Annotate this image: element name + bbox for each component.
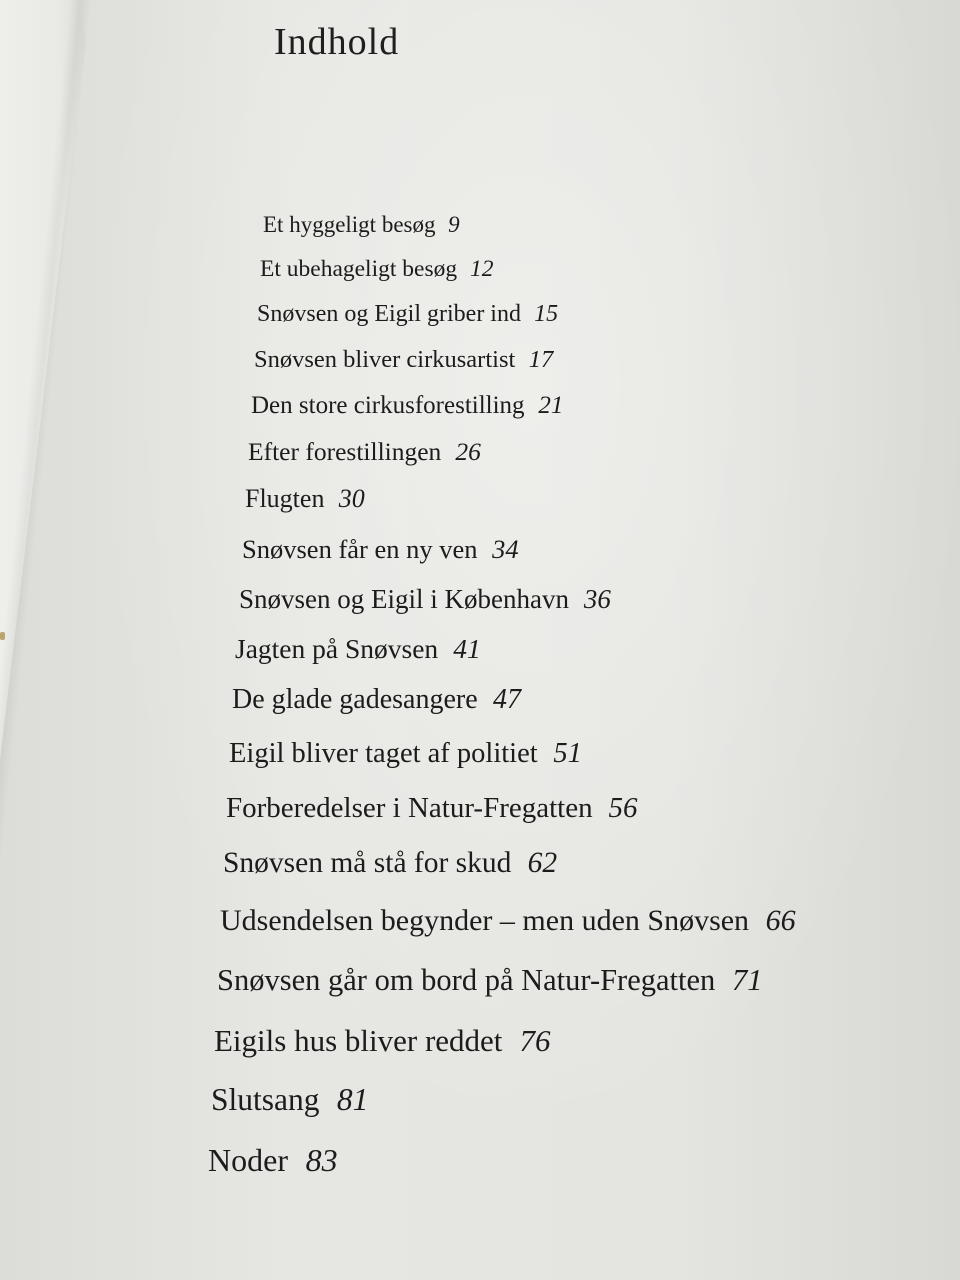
toc-entry-page: 47 [493, 684, 522, 715]
toc-entry [254, 346, 553, 374]
toc-entry-page: 56 [608, 792, 638, 824]
toc-entry-title: Jagten på Snøvsen [235, 633, 439, 664]
toc-entry [217, 963, 763, 998]
toc-entry [242, 534, 519, 565]
toc-entry-title: Snøvsen bliver cirkusartist [254, 346, 516, 373]
toc-entry-page: 66 [765, 904, 796, 937]
toc-entry [263, 212, 460, 238]
toc-entry-page: 51 [553, 738, 582, 769]
toc-entry-title: Forberedelser i Natur-Fregatten [226, 792, 593, 824]
toc-entry-title: Slutsang [211, 1082, 320, 1117]
toc-entry [223, 847, 557, 880]
toc-entry [226, 792, 638, 825]
toc-entry-title: Flugten [245, 484, 325, 513]
toc-entry-page: 71 [732, 963, 763, 997]
toc-entry [229, 738, 582, 770]
toc-entry-title: Den store cirkusforestilling [251, 392, 525, 419]
toc-entry [245, 484, 365, 514]
page-title: Indhold [274, 21, 400, 63]
toc-entry [251, 392, 563, 420]
toc-entry-title: Noder [208, 1142, 288, 1178]
toc-entry-page: 21 [538, 392, 564, 419]
toc-entry-title: Snøvsen får en ny ven [242, 534, 478, 564]
toc-entry-title: Snøvsen og Eigil i København [239, 584, 569, 614]
toc-entry-page: 41 [453, 633, 481, 664]
toc-entry-page: 15 [534, 301, 559, 327]
toc-entry-page: 26 [455, 437, 481, 466]
toc-entry [211, 1082, 368, 1118]
toc-entry-page: 62 [527, 847, 558, 879]
toc-entry-page: 17 [528, 346, 554, 373]
toc-entry-title: Et hyggeligt besøg [263, 212, 436, 237]
toc-entry-page: 83 [305, 1142, 338, 1178]
toc-entry-page: 30 [338, 484, 365, 513]
toc-entry-title: Eigil bliver taget af politiet [229, 738, 538, 769]
toc-entry-title: Efter forestillingen [248, 437, 442, 466]
toc-entry-title: Eigils hus bliver reddet [214, 1023, 503, 1058]
toc-entry-title: Udsendelsen begynder – men uden Snøvsen [220, 904, 750, 937]
toc-entry [239, 584, 611, 615]
toc-entry-page: 36 [583, 584, 611, 614]
toc-entry-page: 34 [492, 534, 519, 564]
toc-entry-page: 12 [470, 256, 494, 282]
toc-entry [214, 1023, 550, 1059]
toc-entry-page: 81 [336, 1082, 369, 1117]
toc-entry [235, 633, 481, 665]
toc-entry [248, 437, 481, 467]
toc-entry-title: Et ubehageligt besøg [260, 256, 458, 282]
toc-entry-title: Snøvsen og Eigil griber ind [257, 301, 521, 327]
toc-entry-title: Snøvsen må stå for skud [223, 847, 512, 879]
toc-entry [232, 684, 521, 716]
toc-entry-title: Snøvsen går om bord på Natur-Fregatten [217, 963, 716, 997]
toc-entry [260, 256, 494, 283]
toc-entry [208, 1142, 338, 1179]
toc-entry [257, 301, 558, 328]
toc-entry-title: De glade gadesangere [232, 684, 478, 715]
toc-entry-page: 76 [519, 1023, 551, 1058]
toc-entry [220, 904, 796, 938]
toc-entry-page: 9 [448, 212, 460, 237]
